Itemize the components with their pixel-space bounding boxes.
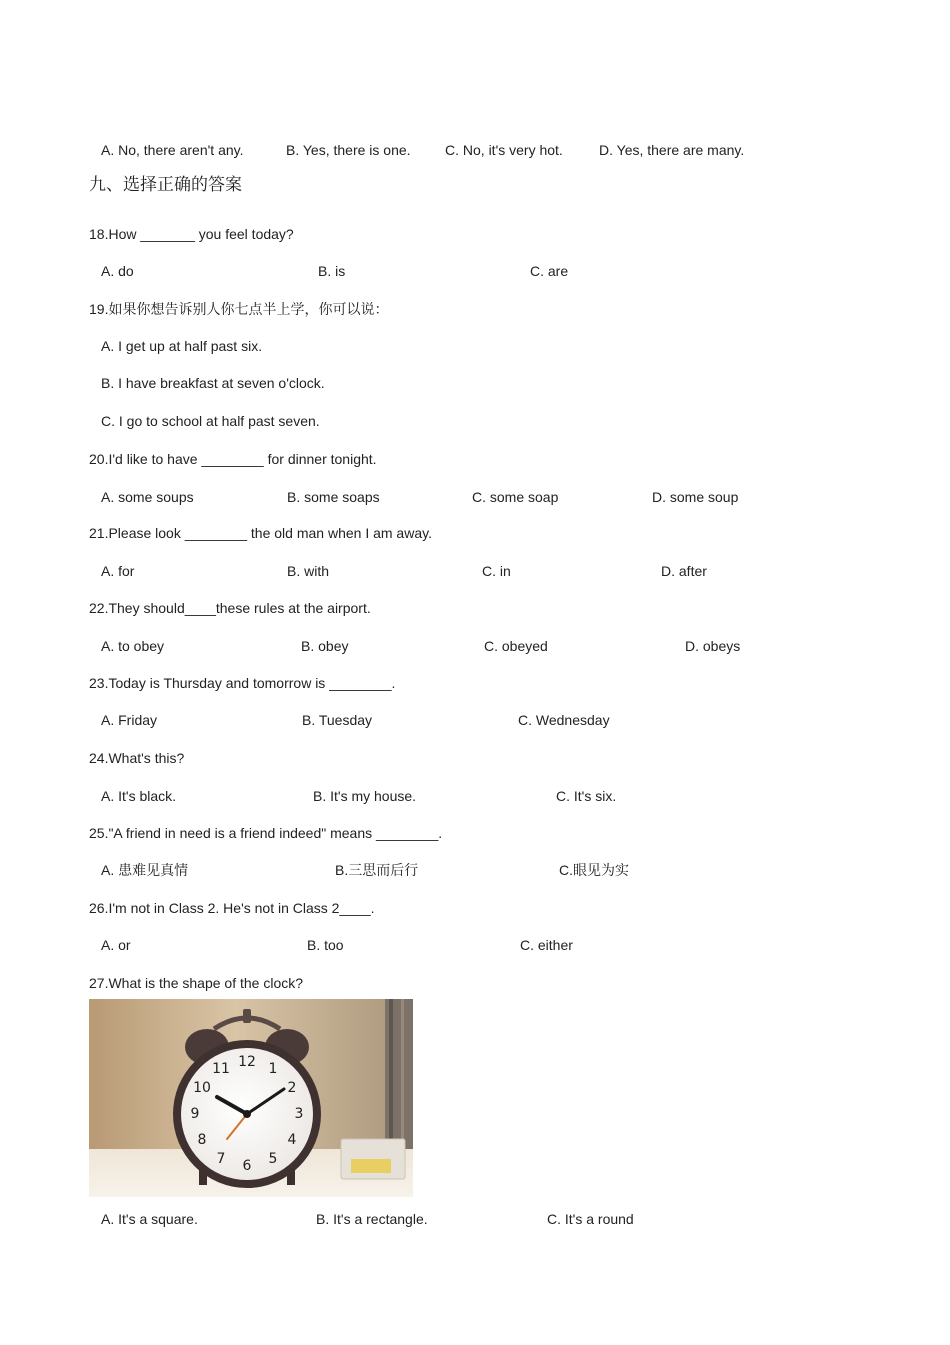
q21-option-a: A. for [101,563,135,579]
q22-question: 22.They should____these rules at the airport. [89,600,371,616]
q19-option-c: C. I go to school at half past seven. [101,413,320,429]
clock-numeral: 11 [212,1061,230,1077]
q26-question: 26.I'm not in Class 2. He's not in Class 2____. [89,900,375,916]
q17-option-a: A. No, there aren't any. [101,142,244,158]
q22-option-b: B. obey [301,638,349,654]
q18-option-a: A. do [101,263,134,279]
clock-numeral: 3 [294,1106,304,1122]
q18-question: 18.How _______ you feel today? [89,226,294,242]
q19-option-a: A. I get up at half past six. [101,338,263,354]
q17-option-c: C. No, it's very hot. [445,142,563,158]
q27-option-b: B. It's a rectangle. [316,1211,428,1227]
q20-question: 20.I'd like to have ________ for dinner tonight. [89,451,377,467]
q21-option-b: B. with [287,563,330,579]
clock-numeral: 4 [287,1132,297,1148]
q23-option-b: B. Tuesday [302,712,373,728]
q22-option-a: A. to obey [101,638,165,654]
q27-option-c: C. It's a round [547,1211,634,1227]
q21-question: 21.Please look ________ the old man when I am away. [89,525,432,541]
alarm-clock-photo [89,999,413,1197]
q25-question: 25."A friend in need is a friend indeed" means ________. [89,825,443,841]
clock-numeral: 8 [197,1132,207,1148]
section-heading: 九、选择正确的答案 [89,175,242,195]
clock-numeral: 10 [193,1080,211,1096]
q19-option-b: B. I have breakfast at seven o'clock. [101,375,325,391]
q26-option-c: C. either [520,937,573,953]
q26-option-b: B. too [307,937,344,953]
q24-option-b: B. It's my house. [313,788,417,804]
q25-option-a: A. 患难见真情 [101,862,189,878]
q23-option-a: A. Friday [101,712,158,728]
q25-option-c: C.眼见为实 [559,862,629,878]
clock-numeral: 2 [287,1080,297,1096]
clock-numeral: 1 [268,1061,278,1077]
clock-numeral: 9 [190,1106,200,1122]
q19-question: 19.如果你想告诉别人你七点半上学，你可以说： [89,301,389,317]
q21-option-d: D. after [661,563,707,579]
q26-option-a: A. or [101,937,131,953]
q20-option-d: D. some soup [652,489,739,505]
q17-option-d: D. Yes, there are many. [599,142,745,158]
q20-option-c: C. some soap [472,489,559,505]
clock-numeral: 6 [242,1158,252,1174]
q23-option-c: C. Wednesday [518,712,610,728]
clock-numeral: 5 [268,1151,278,1167]
q25-option-b: B.三思而后行 [335,862,419,878]
q27-option-a: A. It's a square. [101,1211,198,1227]
q24-option-a: A. It's black. [101,788,177,804]
q22-option-d: D. obeys [685,638,741,654]
q27-question: 27.What is the shape of the clock? [89,975,304,991]
q20-option-a: A. some soups [101,489,194,505]
q18-option-b: B. is [318,263,346,279]
q22-option-c: C. obeyed [484,638,548,654]
clock-numeral: 7 [216,1151,226,1167]
q17-option-b: B. Yes, there is one. [286,142,411,158]
q23-question: 23.Today is Thursday and tomorrow is ________. [89,675,396,691]
q24-question: 24.What's this? [89,750,185,766]
q20-option-b: B. some soaps [287,489,380,505]
q21-option-c: C. in [482,563,511,579]
clock-numeral: 12 [238,1054,256,1070]
q18-option-c: C. are [530,263,569,279]
q24-option-c: C. It's six. [556,788,617,804]
